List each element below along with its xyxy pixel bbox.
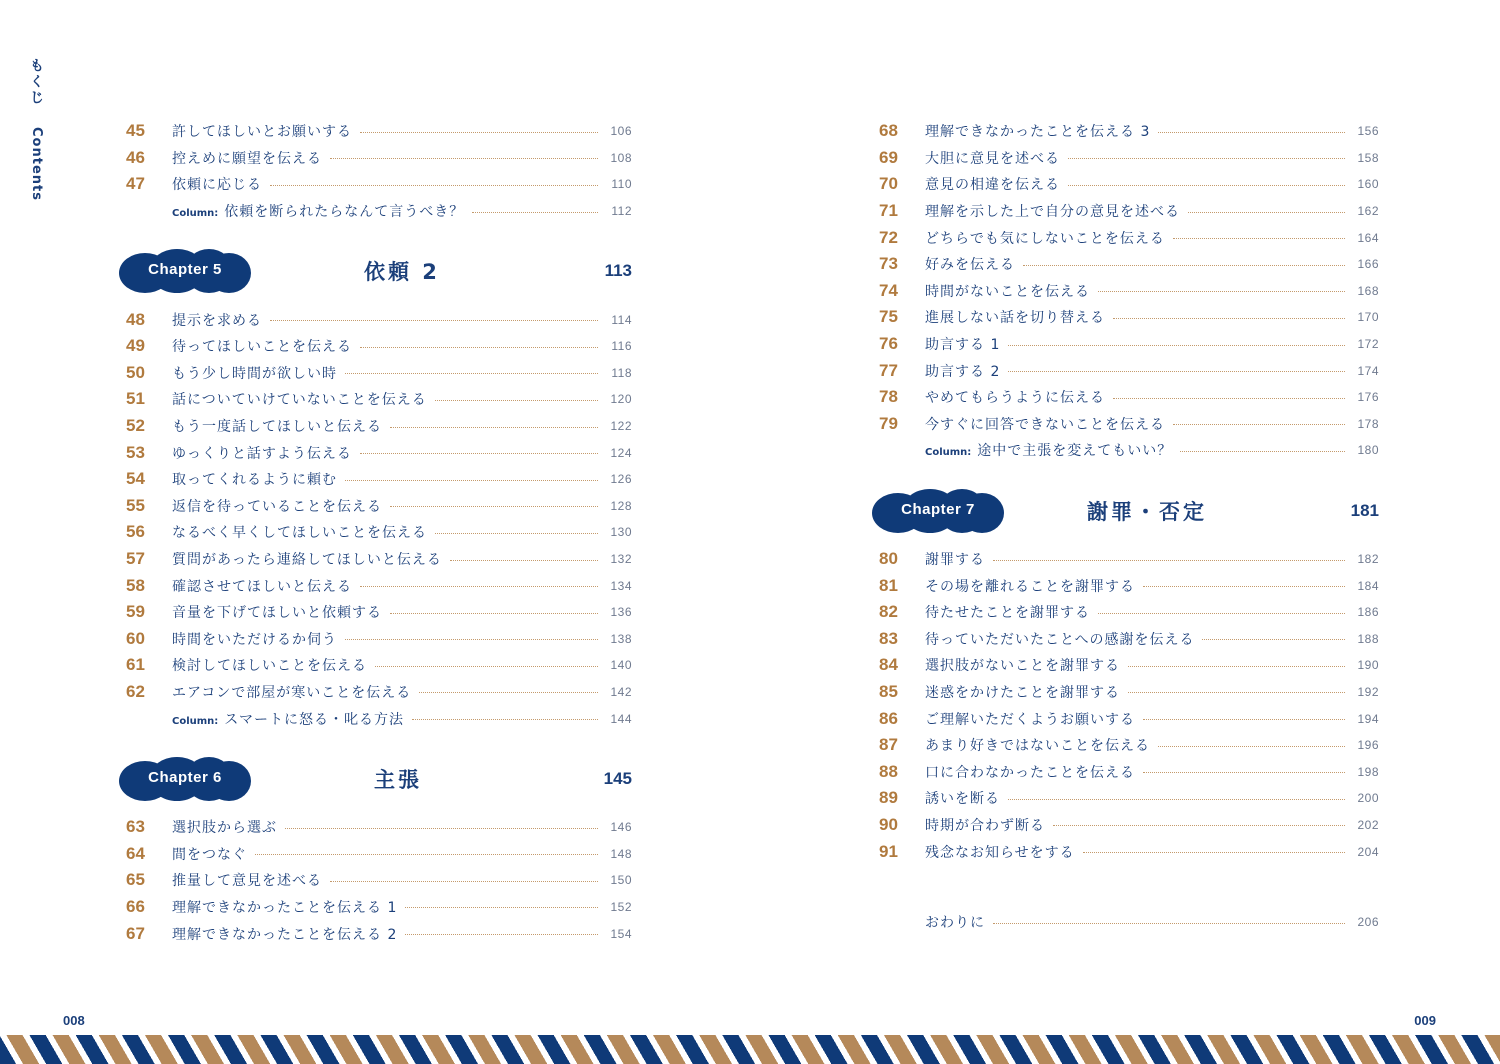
leader-dots bbox=[993, 923, 1345, 924]
entry-number: 68 bbox=[879, 121, 898, 141]
closing-entry bbox=[879, 909, 1379, 936]
entry-number: 46 bbox=[126, 147, 145, 167]
entry-title: 依頼に応じる bbox=[172, 177, 262, 194]
entry-number: 60 bbox=[126, 628, 145, 648]
entry-title bbox=[925, 440, 1172, 460]
toc-entry[interactable] bbox=[126, 679, 632, 706]
entry-number: 49 bbox=[126, 336, 145, 356]
toc-entry[interactable] bbox=[879, 118, 1379, 145]
entry-number: 84 bbox=[879, 655, 898, 675]
entry-page: 120 bbox=[610, 392, 632, 407]
leader-dots bbox=[285, 828, 598, 829]
entry-page: 116 bbox=[611, 339, 632, 354]
entry-page: 158 bbox=[1357, 150, 1379, 165]
entry-page: 180 bbox=[1357, 443, 1379, 458]
toc-entry[interactable] bbox=[879, 732, 1379, 759]
leader-dots bbox=[472, 212, 598, 213]
entry-number: 50 bbox=[126, 362, 145, 382]
entry-number: 90 bbox=[879, 814, 898, 834]
toc-entry[interactable] bbox=[879, 909, 1379, 936]
entry-number: 67 bbox=[126, 923, 145, 943]
toc-entry[interactable] bbox=[126, 867, 632, 894]
leader-dots bbox=[360, 453, 598, 454]
leader-dots bbox=[1023, 265, 1345, 266]
entry-number: 57 bbox=[126, 549, 145, 569]
entry-page: 182 bbox=[1357, 552, 1379, 567]
chapter-label: Chapter 7 bbox=[901, 500, 975, 518]
leader-dots bbox=[1188, 212, 1345, 213]
entry-title: 時間がないことを伝える bbox=[925, 283, 1090, 300]
leader-dots bbox=[1008, 345, 1345, 346]
entry-title: 残念なお知らせをする bbox=[925, 844, 1075, 861]
toc-entry[interactable] bbox=[126, 652, 632, 679]
entry-title: やめてもらうように伝える bbox=[925, 390, 1105, 407]
entry-title: 提示を求める bbox=[172, 312, 262, 329]
leader-dots bbox=[1180, 451, 1345, 452]
leader-dots bbox=[1173, 238, 1345, 239]
entry-title: 質問があったら連絡してほしいと伝える bbox=[172, 552, 442, 569]
entry-number: 86 bbox=[879, 708, 898, 728]
toc-entry[interactable] bbox=[126, 360, 632, 387]
entry-page: 188 bbox=[1357, 631, 1379, 646]
chapter-page: 113 bbox=[604, 261, 632, 281]
leader-dots bbox=[1202, 639, 1345, 640]
entry-page: 192 bbox=[1357, 684, 1379, 699]
entry-page: 122 bbox=[610, 419, 632, 434]
leader-dots bbox=[330, 158, 598, 159]
entry-title: 助言する 2 bbox=[925, 363, 1001, 380]
entry-number: 77 bbox=[879, 360, 898, 380]
entry-title: 今すぐに回答できないことを伝える bbox=[925, 416, 1165, 433]
chapter-7-heading[interactable] bbox=[879, 486, 1379, 536]
striped-border bbox=[0, 1035, 1500, 1064]
entry-title: 推量して意見を述べる bbox=[172, 873, 322, 890]
entry-page: 132 bbox=[610, 552, 632, 567]
entry-page: 184 bbox=[1357, 578, 1379, 593]
toc-entry[interactable] bbox=[126, 626, 632, 653]
entry-title: おわりに bbox=[925, 915, 985, 932]
leader-dots bbox=[1098, 613, 1345, 614]
toc-entry[interactable] bbox=[879, 357, 1379, 384]
chapter-6-heading[interactable] bbox=[126, 754, 632, 804]
entry-number: 73 bbox=[879, 254, 898, 274]
entry-title: 待ってほしいことを伝える bbox=[172, 339, 352, 356]
entry-title: 取ってくれるように頼む bbox=[172, 472, 337, 489]
toc-entry[interactable] bbox=[879, 626, 1379, 653]
entry-number: 51 bbox=[126, 389, 145, 409]
entry-page: 112 bbox=[611, 204, 632, 219]
entry-page: 136 bbox=[610, 605, 632, 620]
entry-page: 108 bbox=[610, 150, 632, 165]
leader-dots bbox=[1113, 398, 1345, 399]
entry-title: 許してほしいとお願いする bbox=[172, 124, 352, 141]
entry-page: 186 bbox=[1357, 605, 1379, 620]
leader-dots bbox=[360, 132, 598, 133]
toc-entry[interactable] bbox=[879, 224, 1379, 251]
entry-page: 164 bbox=[1357, 230, 1379, 245]
entry-page: 154 bbox=[610, 926, 632, 941]
entry-page: 160 bbox=[1357, 177, 1379, 192]
leader-dots bbox=[1113, 318, 1345, 319]
leader-dots bbox=[360, 347, 598, 348]
leader-dots bbox=[419, 692, 598, 693]
toc-entry[interactable] bbox=[126, 386, 632, 413]
entry-number: 80 bbox=[879, 549, 898, 569]
toc-entry[interactable] bbox=[879, 171, 1379, 198]
leader-dots bbox=[1173, 424, 1345, 425]
entry-number: 59 bbox=[126, 602, 145, 622]
entry-page: 146 bbox=[610, 820, 632, 835]
entry-page: 176 bbox=[1357, 390, 1379, 405]
entry-number: 87 bbox=[879, 735, 898, 755]
entry-number: 54 bbox=[126, 469, 145, 489]
leader-dots bbox=[1143, 772, 1345, 773]
chapter-label: Chapter 6 bbox=[148, 768, 222, 786]
entry-title bbox=[172, 709, 404, 729]
leader-dots bbox=[330, 881, 598, 882]
leader-dots bbox=[255, 854, 598, 855]
chapter-title: 主張 bbox=[374, 767, 422, 792]
entry-title: 理解できなかったことを伝える 3 bbox=[925, 124, 1151, 141]
column-title: 依頼を断られたらなんて言うべき？ bbox=[224, 204, 465, 221]
leader-dots bbox=[1008, 799, 1345, 800]
entry-page: 128 bbox=[610, 498, 632, 513]
leader-dots bbox=[390, 613, 598, 614]
intro-column-entry bbox=[126, 198, 632, 225]
entry-number: 72 bbox=[879, 227, 898, 247]
entry-number: 91 bbox=[879, 841, 898, 861]
toc-entry[interactable] bbox=[126, 572, 632, 599]
entry-title: 時間をいただけるか伺う bbox=[172, 631, 337, 648]
entry-page: 162 bbox=[1357, 204, 1379, 219]
entry-number: 89 bbox=[879, 788, 898, 808]
leader-dots bbox=[1143, 719, 1345, 720]
toc-entry[interactable] bbox=[879, 546, 1379, 573]
entry-title: 大胆に意見を述べる bbox=[925, 150, 1060, 167]
entry-page: 174 bbox=[1357, 363, 1379, 378]
leader-dots bbox=[375, 666, 598, 667]
page-number-right: 009 bbox=[1414, 1013, 1436, 1028]
leader-dots bbox=[1008, 371, 1345, 372]
leader-dots bbox=[270, 185, 598, 186]
chapter-5-column-entry bbox=[126, 705, 632, 732]
toc-entry[interactable] bbox=[126, 546, 632, 573]
entry-number: 61 bbox=[126, 655, 145, 675]
toc-entry[interactable] bbox=[879, 411, 1379, 438]
toc-entry[interactable] bbox=[126, 599, 632, 626]
leader-dots bbox=[345, 373, 598, 374]
entry-number: 74 bbox=[879, 280, 898, 300]
entry-page: 148 bbox=[610, 846, 632, 861]
leader-dots bbox=[1068, 185, 1345, 186]
toc-entry[interactable] bbox=[879, 838, 1379, 865]
toc-entry[interactable] bbox=[879, 278, 1379, 305]
entry-page: 156 bbox=[1357, 124, 1379, 139]
leader-dots bbox=[1053, 825, 1345, 826]
leader-dots bbox=[345, 480, 598, 481]
entry-page: 178 bbox=[1357, 416, 1379, 431]
toc-entry[interactable] bbox=[879, 145, 1379, 172]
entry-page: 142 bbox=[610, 684, 632, 699]
entry-number: 76 bbox=[879, 334, 898, 354]
toc-entry[interactable] bbox=[879, 251, 1379, 278]
entry-page: 170 bbox=[1357, 310, 1379, 325]
entry-number: 63 bbox=[126, 817, 145, 837]
left-page-toc bbox=[126, 118, 632, 947]
toc-entry[interactable] bbox=[879, 572, 1379, 599]
toc-entry[interactable] bbox=[879, 599, 1379, 626]
entry-number: 82 bbox=[879, 602, 898, 622]
entry-page: 140 bbox=[610, 658, 632, 673]
column-tag: Column: bbox=[172, 715, 219, 727]
chapter-5-heading[interactable] bbox=[126, 246, 632, 296]
toc-entry[interactable] bbox=[126, 333, 632, 360]
leader-dots bbox=[345, 639, 598, 640]
chapter-page: 145 bbox=[603, 768, 632, 788]
leader-dots bbox=[450, 560, 598, 561]
chapter-title: 謝罪・否定 bbox=[1087, 499, 1207, 524]
leader-dots bbox=[435, 533, 598, 534]
column-entry[interactable] bbox=[879, 437, 1379, 464]
entry-page: 126 bbox=[610, 472, 632, 487]
entry-page: 172 bbox=[1357, 337, 1379, 352]
entry-number: 71 bbox=[879, 201, 898, 221]
entry-number: 65 bbox=[126, 870, 145, 890]
entry-number: 62 bbox=[126, 681, 145, 701]
entry-number: 45 bbox=[126, 121, 145, 141]
entry-number: 85 bbox=[879, 681, 898, 701]
entry-title: ゆっくりと話すよう伝える bbox=[172, 445, 352, 462]
contents-jp: もくじ bbox=[28, 58, 44, 106]
leader-dots bbox=[412, 719, 598, 720]
column-entry[interactable] bbox=[126, 705, 632, 732]
chapter-badge bbox=[872, 489, 1004, 533]
entry-page: 202 bbox=[1357, 817, 1379, 832]
chapter-7-entries bbox=[879, 546, 1379, 865]
leader-dots bbox=[1143, 586, 1345, 587]
column-title: 途中で主張を変えてもいい？ bbox=[977, 443, 1173, 460]
leader-dots bbox=[405, 934, 598, 935]
chapter-6-column-entry bbox=[879, 437, 1379, 464]
entry-page: 168 bbox=[1357, 283, 1379, 298]
entry-page: 198 bbox=[1357, 764, 1379, 779]
leader-dots bbox=[993, 560, 1345, 561]
entry-title: もう少し時間が欲しい時 bbox=[172, 365, 337, 382]
entry-title: 理解できなかったことを伝える 1 bbox=[172, 899, 398, 916]
entry-number: 69 bbox=[879, 147, 898, 167]
entry-title: あまり好きではないことを伝える bbox=[925, 738, 1150, 755]
entry-page: 144 bbox=[610, 711, 632, 726]
entry-page: 200 bbox=[1357, 791, 1379, 806]
entry-page: 152 bbox=[610, 899, 632, 914]
entry-number: 75 bbox=[879, 307, 898, 327]
toc-entry[interactable] bbox=[879, 331, 1379, 358]
entry-page: 130 bbox=[610, 525, 632, 540]
entry-title: なるべく早くしてほしいことを伝える bbox=[172, 525, 427, 542]
entry-number: 64 bbox=[126, 843, 145, 863]
leader-dots bbox=[360, 586, 598, 587]
leader-dots bbox=[1158, 132, 1345, 133]
entry-page: 138 bbox=[610, 631, 632, 646]
toc-entry[interactable] bbox=[879, 785, 1379, 812]
toc-entry[interactable] bbox=[126, 493, 632, 520]
toc-entry[interactable] bbox=[126, 814, 632, 841]
chapter-6-entries bbox=[126, 814, 632, 947]
leader-dots bbox=[1158, 746, 1345, 747]
toc-entry[interactable] bbox=[879, 679, 1379, 706]
entry-number: 83 bbox=[879, 628, 898, 648]
entry-number: 81 bbox=[879, 575, 898, 595]
entry-number: 55 bbox=[126, 495, 145, 515]
chapter-title: 依頼 2 bbox=[364, 260, 440, 285]
toc-entry[interactable] bbox=[126, 118, 632, 145]
entry-page: 166 bbox=[1357, 257, 1379, 272]
leader-dots bbox=[1128, 692, 1345, 693]
toc-entry[interactable] bbox=[879, 384, 1379, 411]
leader-dots bbox=[390, 427, 598, 428]
toc-entry[interactable] bbox=[126, 466, 632, 493]
toc-entry[interactable] bbox=[126, 840, 632, 867]
chapter-6-entries-continued bbox=[879, 118, 1379, 437]
entry-title: その場を離れることを謝罪する bbox=[925, 578, 1135, 595]
entry-page: 124 bbox=[610, 445, 632, 460]
entry-title: ご理解いただくようお願いする bbox=[925, 711, 1135, 728]
entry-page: 150 bbox=[610, 873, 632, 888]
chapter-badge bbox=[119, 249, 251, 293]
entry-title: 迷惑をかけたことを謝罪する bbox=[925, 684, 1120, 701]
entry-page: 204 bbox=[1357, 844, 1379, 859]
entry-title: 話についていけていないことを伝える bbox=[172, 392, 427, 409]
entry-title: 意見の相違を伝える bbox=[925, 177, 1060, 194]
entry-page: 114 bbox=[611, 312, 632, 327]
leader-dots bbox=[1098, 291, 1345, 292]
leader-dots bbox=[1083, 852, 1345, 853]
entry-number: 56 bbox=[126, 522, 145, 542]
leader-dots bbox=[1068, 158, 1345, 159]
toc-entry[interactable] bbox=[126, 894, 632, 921]
toc-entry[interactable] bbox=[126, 413, 632, 440]
entry-page: 134 bbox=[610, 578, 632, 593]
entry-title: 返信を待っていることを伝える bbox=[172, 498, 382, 515]
column-entry[interactable] bbox=[126, 198, 632, 225]
entry-page: 106 bbox=[610, 124, 632, 139]
entry-number: 47 bbox=[126, 174, 145, 194]
entry-title: 音量を下げてほしいと依頼する bbox=[172, 605, 382, 622]
chapter-5-entries bbox=[126, 306, 632, 705]
column-title: スマートに怒る・叱る方法 bbox=[224, 711, 405, 728]
entry-title: もう一度話してほしいと伝える bbox=[172, 419, 382, 436]
entry-page: 118 bbox=[611, 365, 632, 380]
toc-entry[interactable] bbox=[879, 705, 1379, 732]
intro-entries bbox=[126, 118, 632, 198]
entry-title bbox=[172, 201, 464, 221]
leader-dots bbox=[1128, 666, 1345, 667]
entry-number: 58 bbox=[126, 575, 145, 595]
entry-title: エアコンで部屋が寒いことを伝える bbox=[172, 684, 412, 701]
page-number-left: 008 bbox=[63, 1013, 85, 1028]
entry-number: 66 bbox=[126, 896, 145, 916]
entry-page: 110 bbox=[611, 177, 632, 192]
toc-entry[interactable] bbox=[126, 145, 632, 172]
entry-title: 間をつなぐ bbox=[172, 846, 247, 863]
column-tag: Column: bbox=[172, 208, 219, 220]
leader-dots bbox=[270, 320, 598, 321]
entry-title: 待っていただいたことへの感謝を伝える bbox=[925, 631, 1195, 648]
toc-entry[interactable] bbox=[126, 920, 632, 947]
entry-title: 進展しない話を切り替える bbox=[925, 310, 1105, 327]
right-page-toc bbox=[879, 118, 1379, 935]
entry-number: 88 bbox=[879, 761, 898, 781]
chapter-label: Chapter 5 bbox=[148, 261, 222, 279]
contents-en: Contents bbox=[29, 126, 44, 201]
entry-number: 79 bbox=[879, 413, 898, 433]
chapter-badge bbox=[119, 757, 251, 801]
entry-number: 53 bbox=[126, 442, 145, 462]
toc-entry[interactable] bbox=[126, 171, 632, 198]
entry-page: 194 bbox=[1357, 711, 1379, 726]
toc-entry[interactable] bbox=[126, 519, 632, 546]
entry-page: 206 bbox=[1357, 915, 1379, 930]
entry-title: 確認させてほしいと伝える bbox=[172, 578, 352, 595]
entry-title: 選択肢がないことを謝罪する bbox=[925, 658, 1120, 675]
leader-dots bbox=[435, 400, 598, 401]
entry-title: 理解を示した上で自分の意見を述べる bbox=[925, 204, 1180, 221]
entry-title: 好みを伝える bbox=[925, 257, 1015, 274]
entry-title: 検討してほしいことを伝える bbox=[172, 658, 367, 675]
entry-title: 誘いを断る bbox=[925, 791, 1000, 808]
toc-entry[interactable] bbox=[126, 306, 632, 333]
toc-entry[interactable] bbox=[879, 758, 1379, 785]
leader-dots bbox=[390, 506, 598, 507]
entry-page: 196 bbox=[1357, 738, 1379, 753]
entry-title: 助言する 1 bbox=[925, 337, 1001, 354]
toc-entry[interactable] bbox=[879, 304, 1379, 331]
entry-title: 待たせたことを謝罪する bbox=[925, 605, 1090, 622]
toc-entry[interactable] bbox=[126, 439, 632, 466]
entry-title: 理解できなかったことを伝える 2 bbox=[172, 926, 398, 943]
entry-page: 190 bbox=[1357, 658, 1379, 673]
entry-title: 選択肢から選ぶ bbox=[172, 820, 277, 837]
entry-number: 48 bbox=[126, 309, 145, 329]
entry-title: 時期が合わず断る bbox=[925, 817, 1045, 834]
entry-number: 70 bbox=[879, 174, 898, 194]
chapter-page: 181 bbox=[1350, 500, 1379, 520]
toc-entry[interactable] bbox=[879, 652, 1379, 679]
toc-entry[interactable] bbox=[879, 812, 1379, 839]
leader-dots bbox=[405, 907, 598, 908]
entry-title: 控えめに願望を伝える bbox=[172, 150, 322, 167]
entry-number: 52 bbox=[126, 416, 145, 436]
column-tag: Column: bbox=[925, 447, 972, 459]
toc-entry[interactable] bbox=[879, 198, 1379, 225]
contents-side-label bbox=[26, 58, 46, 201]
entry-title: どちらでも気にしないことを伝える bbox=[925, 230, 1165, 247]
entry-number: 78 bbox=[879, 387, 898, 407]
entry-title: 謝罪する bbox=[925, 552, 985, 569]
entry-title: 口に合わなかったことを伝える bbox=[925, 764, 1135, 781]
